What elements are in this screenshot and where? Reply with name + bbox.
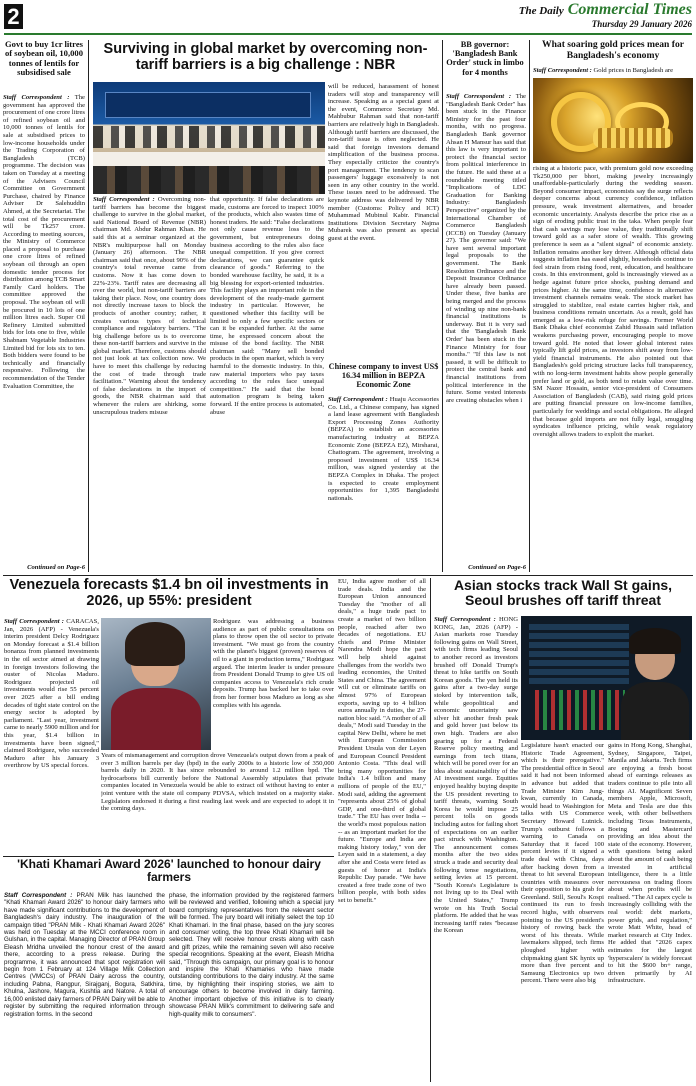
page-number: 2 xyxy=(7,4,20,29)
soybean-continued: Continued on Page-6 xyxy=(27,564,85,571)
nontariff-headline: Surviving in global market by overcoming non-tariff barriers is a big challenge : NBR xyxy=(103,42,428,73)
nontariff-byline: Staff Correspondent : xyxy=(93,196,155,203)
chinese-body: Huaju Accessories Co. Ltd., a Chinese company, has signed a land lease agreement with Bangladesh Export Processing Zones Authority (BEPZA) to establish an accessories manufacturing industry at BEPZA Economic Zone (BEPZA EZ), Mirsharai, Chattogram. The agreement, involving a proposed investment of US$ 16.34 million, was signed yesterday at the BEPZA Complex in Dhaka. The project is expected to create employment opportunities for 1,395 Bangladeshi nationals. xyxy=(328,396,439,502)
asian-col1-text: HONG KONG, Jan, 2026 (AFP) - Asian markets rose Tuesday following gains on Wall Street, with tech firms leading Seoul to another record as investors brushed off Donald Trump's threat to hike tariffs on South Korean goods. The yen held its gains after a two-day surge stoked by intervention talk, while geopolitical and economic uncertainty saw silver hit another fresh peak and gold hover just below its own high. Traders are also gearing up for a Federal Reserve policy meeting and earnings from tech titans, which will be pored over for an idea about sustainability of the AI investment surge. Equities enjoyed healthy buying despite the US president reverting to tariff threats, warning South Korea he would impose 25 percent tolls on goods including autos for failing short of expectations on an earlier pact struck with Washington. The announcement comes months after the two sides struck a trade and security deal following tense negotiations, setting levies at 15 percent. "South Korea's Legislature is not living up to its Deal with the United States," Trump wrote on his Truth Social platform. He added that he was increasing tariff rates "because the Korean xyxy=(434,616,518,935)
asian-col1 xyxy=(434,616,518,1082)
chinese-byline: Staff Correspondent : xyxy=(328,396,388,403)
venezuela-col2b-text: Years of mismanagement and corruption drove Venezuela's output down from a peak of over 3 million barrels per day (bpd) in the early 2000s to a historic low of 350,000 barrels daily in 2020. It has since rebounded to around 1.2 million bpd. The hydrocarbons bill currently before the National Assembly stipulates that private companies located in Venezuela would be able to extract oil without having to enter a joint venture with the state oil company PDVSA, which insisted on a majority stake. Legislators endorsed it during a first reading last week and are expected to adopt it in the coming days. xyxy=(101,752,334,813)
asian-headline: Asian stocks track Wall St gains, Seoul brushes off tariff threat xyxy=(453,578,673,609)
venezuela-col2a: Rodriguez was addressing a business audience as part of public consultations on plans to throw open the oil sector to private investment. "We must go from the country with the planet's biggest (proven) reserves of oil to a giant in production terms," Rodriguez argued. The interim leader is under pressure from President Donald Trump to give US oil companies access to Venezuela's rich crude deposits. Trump has backed her to take over from her former boss Maduro as long as she complies with his agenda. xyxy=(213,618,334,709)
gold-byline: Staff Correspondent : xyxy=(533,67,592,74)
masthead-date: Thursday 29 January 2026 xyxy=(591,19,692,29)
eu-india-article: EU, India agree mother of all trade deals. India and the European Union announced Tuesday the "mother of all deals," a huge trade pact to create a market of two billion people, reached after two decades of negotiations. EU chiefs and Prime Minister Narendra Modi hope the pact will help shield against challenges from the world's two leading economies, the United States and China. The agreement will cut or eliminate tariffs on almost 97% of European exports, saving up to 4 billion euros annually in duties, the 27-nation bloc said. "A mother of all deals," Modi said Tuesday in the capital New Delhi, where he met with European Commission President Ursula von der Leyen and European Council President Antonio Costa. "This deal will bring many opportunities for India's 1.4 billion and many millions of people of the EU," Modi said, adding the agreement "represents about 25% of global GDP, and one-third of global trade." The EU has over India -- the world's most populous nation -- as an important market for the future. "Europe and India are making history today," von der Leyen said in a statement, a day after she and Costa were feted as guests of honor at India's Republic Day parade. "We have created a free trade zone of two billion people, with both sides set to benefit." xyxy=(338,578,426,904)
chinese-article xyxy=(328,396,439,572)
nontariff-col1 xyxy=(93,196,206,572)
gold-intro-text: Gold prices in Bangladesh are xyxy=(593,67,673,74)
venezuela-headline: Venezuela forecasts $1.4 bn oil investments in 2026, up 55%: president xyxy=(9,578,329,609)
rodriguez-photo xyxy=(101,618,211,750)
khati-headline: 'Khati Khamari Award 2026' launched to honour dairy farmers xyxy=(17,858,321,884)
bb-byline: Staff Correspondent : xyxy=(446,93,512,100)
stock-board-photo xyxy=(521,616,692,740)
soybean-article xyxy=(3,94,85,564)
masthead-rule xyxy=(4,33,692,35)
asian-col3: gains in Hong Kong, Shanghai, Sydney, Singapore, Taipei, Manila and Jakarta. Tech firms are enjoying a fresh boost ahead of earnings releases as traders continue to pile into all things AI. Magnificent Seven members Apple, Microsoft, Meta and Tesla are due this week, with other bellwethers including Texas Instruments, Boeing and Mastercard providing an idea about the state of the economy. However, with questions being asked about the amount of cash being invested in artificial intelligence, there is a little nervousness on trading floors about when profits will be realised. "The AI capex cycle is increasingly colliding with the real world: debt markets, power grids, and regulation," wrote Matt White, head of market research at City Index. He added that "2026 capex estimates for the largest 'hyperscalers' is widely forecast to hit the $600 bn+ range, driven primarily by AI infrastructure. xyxy=(608,742,692,985)
nontariff-col1-text: Overcoming non-tariff barriers has become the biggest challenge to survive in the global market, said National Board of Revenue (NBR) chairman Md. Abdur Rahman Khan. He said this at a seminar organized at the NBR's multipurpose hall on Monday (January 26) afternoon. The NBR chairman said that once, about 90% of the country's total revenue came from customs. Now it has come down to 22%-23%. Tariff rates are decreasing all over the world, but non-tariff barriers are taking their place. Now, one country does not directly increase taxes to block the products of another country; rather, it creates various types of technical compliance and regulatory barriers. "The big challenge before us is to overcome these non-tariff barriers and survive in the global market. Therefore, customs should not just look at tax collection now. We have to meet this challenge by reducing the cost of trade through trade facilitation." Warning about the tendency of false declarations in the import of goods, the NBR chairman said that whenever the rulers are shirking, some unscrupulous traders misuse xyxy=(93,196,206,416)
divider-right xyxy=(529,40,530,572)
gold-jewelry-photo xyxy=(533,78,693,163)
khati-col1 xyxy=(4,892,165,1082)
bb-article xyxy=(446,93,526,564)
bb-continued: Continued on Page-6 xyxy=(468,564,526,571)
soybean-byline: Staff Correspondent : xyxy=(3,94,70,101)
masthead-title xyxy=(480,1,692,19)
nontariff-col3: will be reduced, harassment of honest traders will stop and transparency will increase. Speaking as a special guest at the event, Commerce Secretary Md. Mahbubur Rahman said that non-tariff barriers are relatively high in Bangladesh. Although tariff barriers are discussed, the non-tariff issue is often neglected. He said that foreign investors demand simplification of the business process. They especially criticize the country's port management. The tendency to scan passengers' luggage excessively is not seen in any other country in the world. These issues need to be addressed. The keynote address was delivered by NBR member (Customs: Policy and ICT) Muhammad Mubinul Kabir. Financial Institutions Division Secretary Najma Mubarek was also present as special guest at the event. xyxy=(328,83,439,242)
venezuela-col1-text: CARACAS, Jan, 2026 (AFP) - Venezuela's interim president Delcy Rodriguez on Monday forecast a $1.4 billion bonanza from planned investments in the oil sector aimed at drawing in foreign investors following the ouster of Nicolas Maduro. Rodriguez projected oil investments would rise 55 percent over 2025 after a bill ending decades of tight state control on the energy sector is adopted by parliament. "Last year, investment came to nearly 5900 million and for this year, $1.4 billion in investments have been signed," claimed Rodriguez, who succeeded Maduro after his January 3 overthrow by US special forces. xyxy=(4,618,99,770)
venezuela-byline: Staff Correspondent : xyxy=(4,618,64,625)
page-number-badge xyxy=(4,4,23,29)
masthead-name: Commercial Times xyxy=(567,1,692,18)
divider-khati xyxy=(3,856,334,857)
khati-col2: phase, the information provided by the registered farmers will be reviewed and verified, following which a special jury board comprising representatives from the relevant sector will be formed. The jury board will initially select the top 10 Khati Khamari. In the final phase, based on the jury scores and consumer voting, the top three Khati Khamari will be selected. They will receive honour crests along with cash and gift prizes, while the remaining seven will also receive special recognitions. Speaking at the event, Eleash Mridha said, "Through this campaign, our primary goal is to honour and inspire the Khati Khamaries who have made outstanding contributions to the dairy industry. At the same time, by highlighting their inspiring stories, we aim to encourage others to become involved in dairy farming. Another important objective of this initiative is to clearly showcase PRAN Milk's commitment to delivering safe and high-quality milk to consumers". xyxy=(169,892,334,1018)
gold-intro xyxy=(533,67,693,76)
venezuela-col1 xyxy=(4,618,99,852)
divider-horizontal-1 xyxy=(3,575,693,576)
asian-byline: Staff Correspondent : xyxy=(434,616,496,623)
masthead-prefix: The Daily xyxy=(518,5,564,17)
chinese-headline: Chinese company to invest US$ 16.34 million in BEPZA Economic Zone xyxy=(328,362,439,390)
venezuela-col2b xyxy=(101,752,334,852)
soybean-headline: Govt to buy 1cr litres of soybean oil, 10,000 tonnes of lentils for subsidised sale xyxy=(4,40,84,78)
divider-lower xyxy=(430,578,431,1082)
khati-col1-text: PRAN Milk has launched the "Khati Khamari Award 2026" to honour dairy farmers who have made significant contributions to the development of Bangladesh's dairy industry. The inauguration of the campaign titled "PRAN Milk - Khati Khamari Award 2026" was held on Tuesday at the MCCI conference room in Gulshan, in the capital. Managing Director of PRAN Group Eleash Mridha unveiled the honour crest of the award there, according to a press release. During the programme, it was announced that spot registration will begin from 1 February at 124 Village Milk Collection Centres (VMCCs) of PRAN Dairy across the country, including Pabna, Rangpur, Sirajganj, Bogura, Satkhira, Khulna, Jashore, Magura, Kushtia and Natore. A total of 16,000 enlisted dairy farmers of PRAN Dairy will be able to register by submitting the required information through registration forms. In the second xyxy=(4,892,165,1018)
divider-mid xyxy=(442,40,443,572)
gold-body: rising at a historic pace, with premium gold now exceeding Tk250,000 per bhori, making jewelry increasingly unaffordable-particularly during the wedding season. Beyond consumer impact, economists say the surge reflects deeper concerns about currency confidence, inflation pressure, weak investment alternatives, and broader economic uncertainty. Analysts describe the price rise as a sign of eroding public trust in the taka. When people fear that cash savings may lose value, they traditionally shift toward gold as a safer store of wealth. This growing preference is seen as a "silent signal" of economic anxiety. Inflation remains another key driver. Although official data suggests inflation has eased slightly, households continue to feel strain from rising food, rent, education, and healthcare costs. In this environment, gold is increasingly viewed as a hedge against future price shocks, pushing demand and prices higher. At the same time, confidence in alternative investment channels remains weak. The stock market has struggled to stabilize, real estate carries higher risk, and business conditions remain uncertain. As a result, gold has emerged as a low-risk refuge for savings. Former World Bank Dhaka chief economist Zahid Hussain said inflation weakens purchasing power, encouraging people to move toward gold. He noted that lower global interest rates typically lift gold prices, as investors shift away from low-yield financial instruments. He also pointed out that Bangladesh's gold pricing structure lacks full transparency, with no long-term investment habits show people generally prefer land or gold, as both tend to retain value over time. SM Nazer Hossain, senior vice-president of Consumers Association of Bangladesh (CAB), said rising gold prices are putting financial pressure on low-income families, particularly for weddings and social obligations. He alleged that because gold imports are not fully legal, smuggling syndicates influence pricing, while weak regulatory oversight allows traders to exploit the market. xyxy=(533,165,693,438)
gold-headline: What soaring gold prices mean for Bangladesh's economy xyxy=(541,40,685,61)
bb-body: The "Bangladesh Bank Order" has been stuck in the Finance Ministry for the past four months, with no progress. Bangladesh Bank governor Ahsan H Mansur has said that this law is very important to protect the financial sector from political interference in the future. He said these at a roundtable meeting titled "Implications of LDC Graduation for Banking Industry: Bangladesh Perspective" organized by the International Chamber of Commerce Bangladesh (ICCB) on Tuesday (January 27). The governor said: "We have sent several important legal proposals to the government. The Bank Resolution Ordinance and the Deposit Insurance Ordinance have already been passed. Under these, five banks are being merged and the process of winding up nine non-bank financial institutions is underway. But it is very sad that the 'Bangladesh Bank Order' has been stuck in the Finance Ministry for four months." "If this law is not passed, it will be difficult to protect the central bank and financial institutions from political interference in the future. Some vested interests are creating obstacles when i xyxy=(446,93,526,404)
divider-left xyxy=(88,40,89,572)
seminar-photo xyxy=(93,82,325,194)
nontariff-col2: that opportunity. If false declarations are made, customs are forced to inspect 100% of the products, which also wastes time of honest traders. He said: "False declarations not only cause revenue loss to the government, but entrepreneurs doing business according to the rules also face unequal competition. If you give correct declarations, we can guarantee quick clearance of goods." Referring to the bonded warehouse facility, he said, it is a big blessing for export-oriented industries. This facility plays an important role in the development of the ready-made garment industry in particular. However, he questioned whether this facility will be limited to only a few specific sectors or can it be expanded further. At the same time, he expressed concern about the misuse of the bond facility. The NBR chairman said: "Many sell bonded products in the open market, which is very harmful to the domestic industry. In this, raw material importers who pay taxes according to the rules face unequal competition." He said that the bond automation program is being taken forward. If the entire process is automated, abuse xyxy=(210,196,324,416)
asian-col2: Legislature hasn't enacted our Historic Trade Agreement, which is their prerogative." The presidential office in Seoul said it had not been informed in advance but added that Trade Minister Kim Jung-kwan, currently in Canada, would head to Washington for talks with US Commerce Secretary Howard Lutnick. Trump's outburst follows a warning to Canada on Saturday that it faced 100 percent levies if it signed a trade deal with China, days after backing down from a threat to hit several European countries with measures over their opposition to his grab for Greenland. Still, Seoul's Kospi continued its run to fresh record highs, with observers pointing to the US president's history of rowing back the worst of his threats. While lawmakers slipped, tech firms ploughed higher with chipmaking giant SK hynix up more than five percent and Samsung Electronics up two percent. There were also big xyxy=(521,742,604,985)
soybean-body: The government has approved the procurement of one crore litres of refined soybean oil and 10,000 tonnes of lentils for sale at subsidised prices to low-income households under the Trading Corporation of Bangladesh (TCB) programme. The decision was taken on Tuesday at a meeting of the Advisers Council Committee on Government Purchase, chaired by Finance Adviser Dr Salehuddin Ahmed, at the Secretariat. The total cost of the procurement will be Tk257 crore. According to meeting sources, the Ministry of Commerce placed a proposal to purchase one crore litres of refined soybean oil through an open domestic tender process for distribution among TCB Smart Family Card holders. The committee approved the proposal. The soybean oil will be procured in 10 lots of one million litres each. Super Oil Refinery Limited submitted bids for lots one to five, while Shabnam Vegetable Industries Limited bid for lots six to ten. Both bidders were found to be technically and financially responsive. Following the recommendation of the Tender Evaluation Committee, the xyxy=(3,94,85,390)
bb-headline: BB governor: 'Bangladesh Bank Order' stuck in limbo for 4 months xyxy=(446,40,524,77)
khati-byline: Staff Correspondent : xyxy=(4,892,73,899)
